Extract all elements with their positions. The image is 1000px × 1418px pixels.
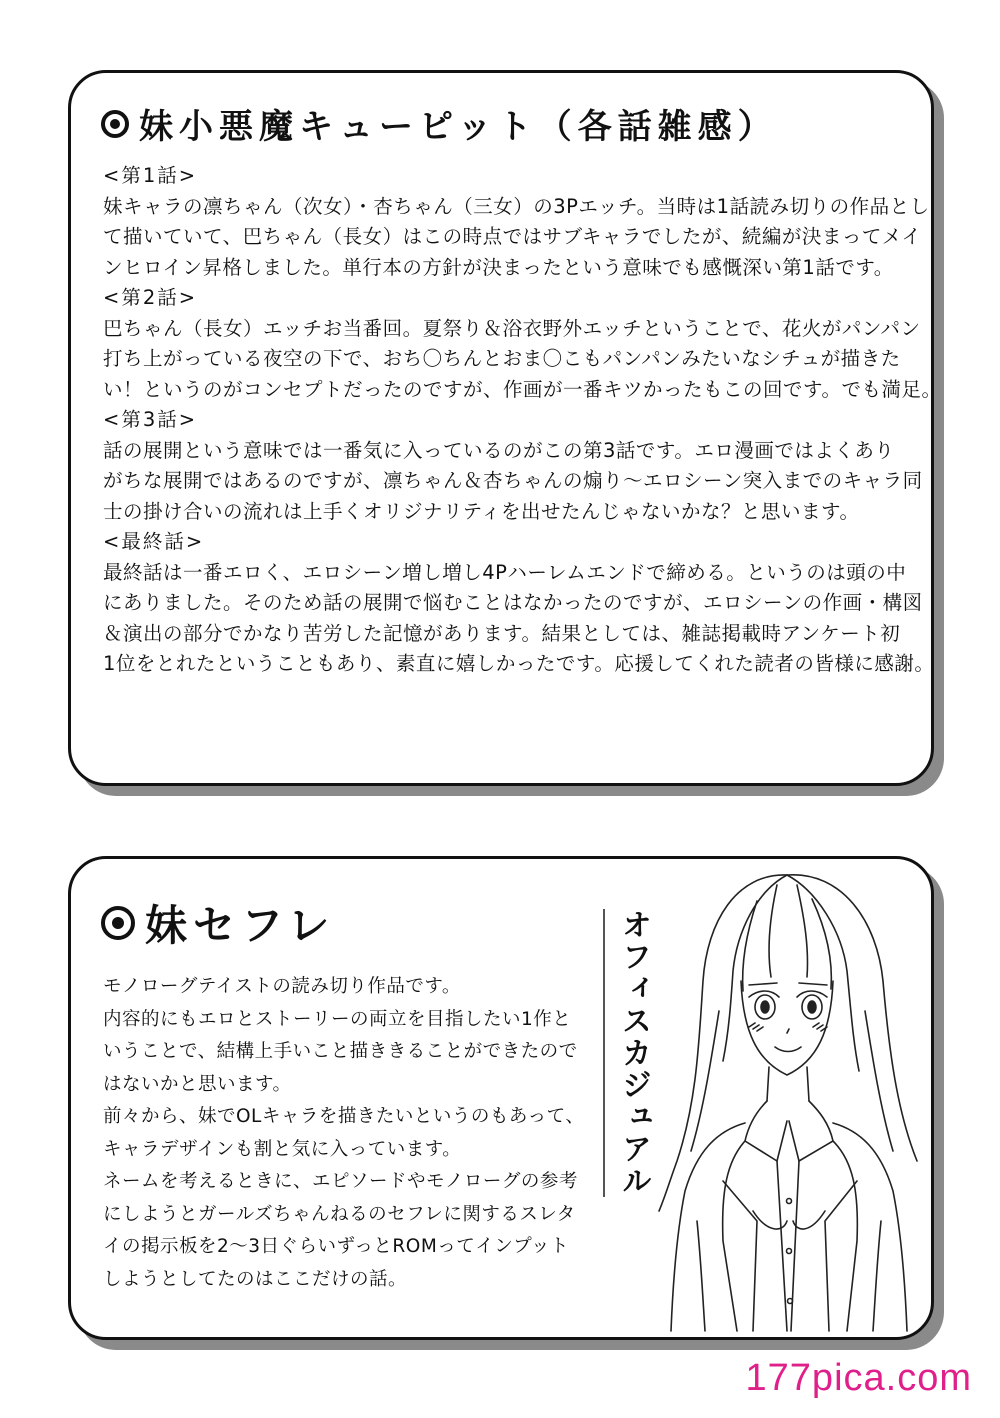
body-line: いうことで、結構上手いこと描ききることができたので [103, 1041, 578, 1062]
section1-title [101, 99, 778, 148]
episode-line: がちな展開ではあるのですが、凛ちゃん＆杏ちゃんの煽り〜エロシーン突入までのキャラ同 [103, 469, 923, 492]
episode-line: い！というのがコンセプトだったのですが、作画が一番キツかったもこの回です。でも満足。 [103, 377, 942, 401]
bullseye-icon [101, 906, 135, 940]
episode-line: 打ち上がっている夜空の下で、おち〇ちんとおま〇こもパンパンみたいなシチュが描きた [103, 347, 901, 370]
episode-line: ンヒロイン昇格しました。単行本の方針が決まったという意味でも感慨深い第1話です。 [103, 255, 894, 279]
body-line: はないかと思います。 [103, 1073, 292, 1095]
episode-line: ＆演出の部分でかなり苦労した記憶があります。結果としては、雑誌掲載時アンケート初 [103, 621, 901, 645]
oneshot-notes-box [68, 856, 934, 1340]
section2-title-text: 妹セフレ [145, 901, 336, 950]
episode-line: にありました。そのため話の展開で悩むことはなかったのですが、エロシーンの作画・構図 [103, 591, 923, 614]
episode-line: 話の展開という意味では一番気に入っているのがこの第3話です。エロ漫画ではよくあり [103, 438, 895, 462]
body-line: キャラデザインも割と気に入っています。 [103, 1138, 462, 1160]
body-line: 前々から、妹でOLキャラを描きたいというのもあって、 [103, 1106, 585, 1127]
episode-line: 最終話は一番エロく、エロシーン増し増し4Pハーレムエンドで締める。というのは頭の中 [103, 560, 907, 584]
section2-title [101, 893, 335, 953]
body-line: モノローグテイストの読み切り作品です。 [103, 976, 461, 997]
body-line: ネームを考えるときに、エピソードやモノローグの参考 [103, 1171, 578, 1192]
episode-line: て描いていて、巴ちゃん（長女）はこの時点ではサブキャラでしたが、続編が決まってメイ [103, 225, 922, 248]
episode-line: 巴ちゃん（長女）エッチお当番回。夏祭り＆浴衣野外エッチということで、花火がパンパン [103, 316, 921, 340]
episode-line: 妹キャラの凛ちゃん（次女）・杏ちゃん（三女）の3Pエッチ。当時は1話読み切りの作品とし [103, 194, 930, 218]
watermark: 177pica.com [745, 1357, 972, 1399]
body-line: 内容的にもエロとストーリーの両立を目指したい1作と [103, 1008, 572, 1030]
section1-title-text: 妹小悪魔キューピット（各話雑感） [139, 107, 778, 147]
section2-body [103, 971, 623, 1296]
episode-heading: <第1話> [103, 164, 198, 187]
body-line: イの掲示板を2〜3日ぐらいずっとROMってインプット [103, 1236, 570, 1257]
illustration-caption: オフィスカジュアル [603, 909, 655, 1197]
episode-line: 士の掛け合いの流れは上手くオリジナリティを出せたんじゃないかな？と思います。 [103, 499, 860, 523]
body-line: にしようとガールズちゃんねるのセフレに関するスレタ [103, 1203, 576, 1225]
woman-sketch-illustration [637, 861, 933, 1339]
episode-line: 1位をとれたということもあり、素直に嬉しかったです。応援してくれた読者の皆様に感謝。 [103, 652, 935, 675]
episode-heading: <第2話> [103, 286, 198, 309]
bullseye-icon [101, 110, 129, 138]
episode-heading: <第3話> [103, 408, 198, 431]
episode-heading: <最終話> [103, 530, 205, 553]
episode-notes-box [68, 70, 942, 786]
body-line: しようとしてたのはここだけの話。 [103, 1268, 408, 1290]
section1-body [103, 161, 942, 680]
